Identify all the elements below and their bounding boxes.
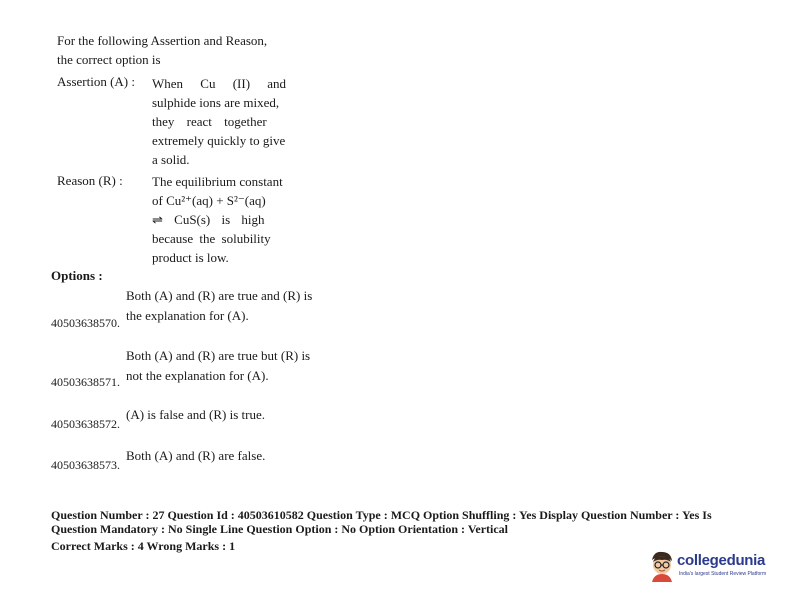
reason-text: [152, 172, 292, 267]
question-meta-line-2: Question Mandatory : No Single Line Question Option : No Option Orientation : Vertical: [51, 522, 509, 536]
collegedunia-logo-text: collegedunia: [677, 552, 766, 569]
option-text[interactable]: [126, 446, 265, 466]
question-intro: [57, 31, 302, 69]
option-text[interactable]: [126, 346, 310, 386]
question-meta-line-1: Question Number : 27 Question Id : 40503610582 Question Type : MCQ Option Shuffling : Yes Display Question Number : Yes Is: [51, 508, 712, 522]
reason-label: Reason (R) :: [57, 173, 123, 188]
question-marks: Correct Marks : 4 Wrong Marks : 1: [51, 539, 236, 553]
option-line: Both (A) and (R) are true but (R) is: [126, 348, 311, 363]
reason-line: The equilibrium constant: [152, 174, 283, 189]
assertion-label: Assertion (A) :: [57, 74, 135, 89]
assertion-line: When Cu (II) and: [152, 76, 287, 91]
reason-line: product is low.: [152, 250, 229, 265]
reason-line: of Cu²⁺(aq) + S²⁻(aq): [152, 193, 266, 208]
assertion-line: they react together: [152, 114, 267, 129]
reason-line: because the solubility: [152, 231, 271, 246]
option-id: 40503638573.: [51, 458, 120, 472]
option-line: (A) is false and (R) is true.: [126, 407, 265, 422]
option-id: 40503638570.: [51, 316, 120, 330]
assertion-line: extremely quickly to give: [152, 133, 286, 148]
reason-line: ⇌ CuS(s) is high: [152, 212, 265, 227]
assertion-text: [152, 74, 292, 169]
option-line: Both (A) and (R) are false.: [126, 448, 266, 463]
collegedunia-tagline: India's largest Student Review Platform: [679, 571, 767, 577]
option-id: 40503638572.: [51, 417, 120, 431]
option-text[interactable]: [126, 405, 265, 425]
options-title: Options :: [51, 268, 103, 283]
assertion-line: a solid.: [152, 152, 190, 167]
assertion-line: sulphide ions are mixed,: [152, 95, 280, 110]
option-line: not the explanation for (A).: [126, 368, 269, 383]
option-id: 40503638571.: [51, 375, 120, 389]
intro-line-1: For the following Assertion and Reason,: [57, 33, 268, 48]
intro-line-2: the correct option is: [57, 52, 161, 67]
option-line: Both (A) and (R) are true and (R) is: [126, 288, 313, 303]
collegedunia-logo-icon: [646, 548, 678, 584]
option-line: the explanation for (A).: [126, 308, 249, 323]
option-text[interactable]: [126, 286, 312, 326]
